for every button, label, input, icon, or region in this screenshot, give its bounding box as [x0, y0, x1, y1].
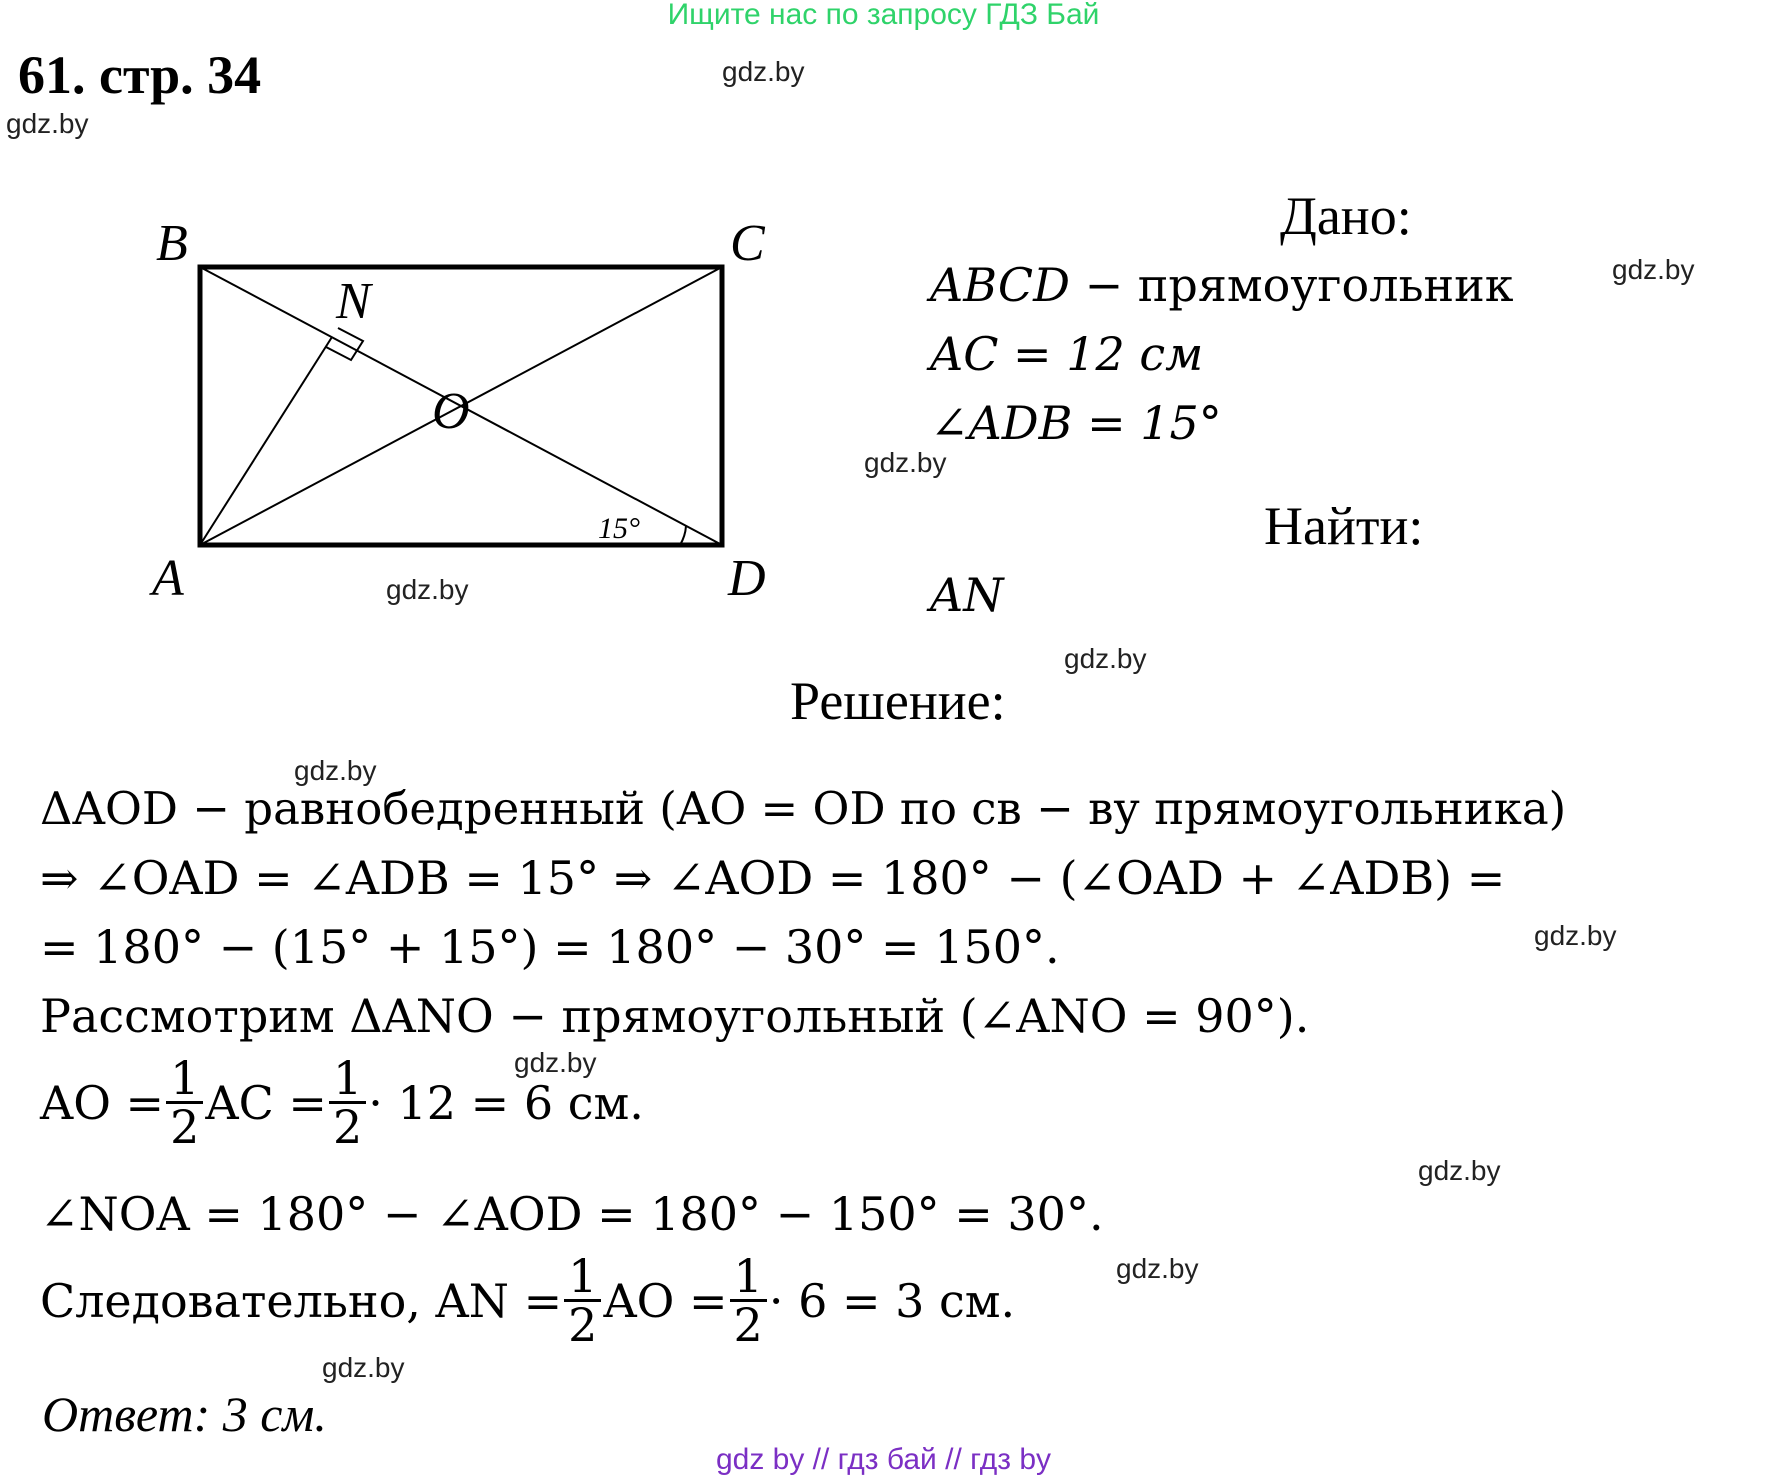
segment-an [200, 337, 332, 545]
point-b-label: B [156, 215, 188, 272]
watermark: gdz.by [322, 1352, 405, 1383]
angle-15-label: 15° [598, 512, 640, 545]
watermark: gdz.by [1064, 643, 1147, 674]
watermark: gdz.by [6, 108, 89, 139]
given-line-3: ∠ADB = 15° [930, 396, 1222, 450]
watermark: gdz.by [1534, 920, 1617, 951]
solution-line-7 [40, 1249, 1016, 1352]
watermark: gdz.by [722, 56, 805, 87]
given-rectangle-text: − прямоугольник [1069, 258, 1514, 312]
an-result: · 6 = 3 см. [768, 1273, 1016, 1328]
watermark: gdz.by [1116, 1253, 1199, 1284]
fraction-one-half: $\frac{1}{2}$ [564, 1253, 601, 1348]
watermark: gdz.by [386, 574, 469, 605]
find-value: AN [930, 568, 1004, 622]
an-expression-start: Следовательно, AN = [40, 1273, 563, 1328]
point-n-label: N [336, 273, 371, 330]
given-line-2: AC = 12 см [930, 327, 1204, 381]
point-c-label: C [730, 215, 765, 272]
find-title: Найти: [1264, 496, 1424, 556]
solution-line-6: ∠NOA = 180° − ∠AOD = 180° − 150° = 30°. [40, 1187, 1104, 1241]
watermark: gdz.by [864, 447, 947, 478]
solution-line-1: ΔAOD − равнобедренный (AO = OD по св − ву прямоугольника) [40, 782, 1567, 835]
problem-heading: 61. стр. 34 [18, 45, 262, 105]
solution-line-3: = 180° − (15° + 15°) = 180° − 30° = 150°. [40, 920, 1060, 974]
answer-text: Ответ: 3 см. [42, 1386, 327, 1442]
solution-line-4: Рассмотрим ΔANO − прямоугольный (∠ANO = 90°). [40, 989, 1310, 1043]
fraction-one-half: $\frac{1}{2}$ [166, 1055, 203, 1150]
given-title: Дано: [1280, 186, 1412, 246]
ao-expression: AO = [603, 1273, 728, 1328]
point-d-label: D [728, 550, 766, 607]
given-line-1 [930, 258, 1514, 312]
footer-links: gdz by // гдз бай // гдз by [715, 1443, 1052, 1476]
watermark: gdz.by [1418, 1155, 1501, 1186]
solution-title: Решение: [790, 671, 1006, 731]
search-banner: Ищите нас по запросу ГДЗ Бай [667, 0, 1100, 31]
solution-line-2: ⇒ ∠OAD = ∠ADB = 15° ⇒ ∠AOD = 180° − (∠OAD + ∠ADB) = [40, 851, 1506, 905]
point-o-label: O [432, 383, 470, 440]
watermark: gdz.by [1612, 254, 1695, 285]
ac-expression: AC = [205, 1075, 327, 1130]
angle-arc [680, 526, 686, 545]
given-rectangle-name: ABCD [930, 258, 1070, 312]
ao-result: · 12 = 6 см. [368, 1075, 644, 1130]
solution-line-5 [40, 1051, 644, 1154]
ao-expression-start: AO = [40, 1075, 165, 1130]
point-a-label: A [152, 550, 184, 607]
fraction-one-half: $\frac{1}{2}$ [329, 1055, 366, 1150]
rectangle-figure [140, 210, 800, 610]
watermark: gdz.by [514, 1047, 597, 1078]
fraction-one-half: $\frac{1}{2}$ [730, 1253, 767, 1348]
watermark: gdz.by [294, 755, 377, 786]
